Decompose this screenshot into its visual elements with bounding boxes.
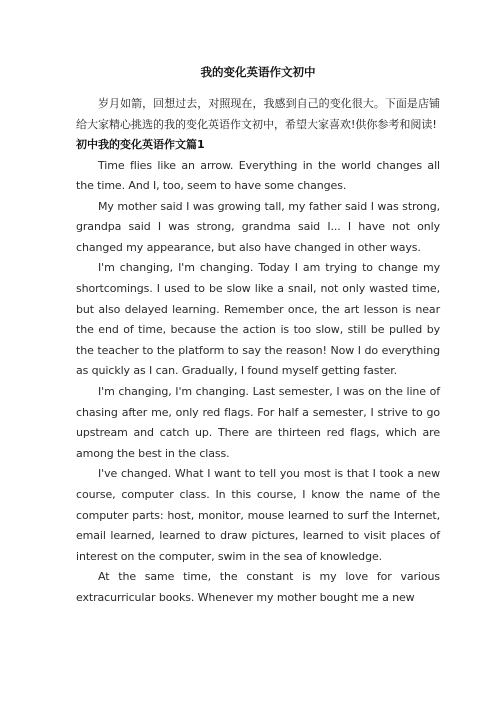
body-paragraph-5: I've changed. What I want to tell you most is that I took a new course, computer class. In this course, I know the name of the computer parts: host, monitor, mouse learned to surf the Internet, email learned, learned to draw pictures, learned to visit places of interest on the computer, swim in the sea of knowledge. bbox=[76, 467, 440, 563]
body-paragraph-6: At the same time, the constant is my love for various extracurricular books. Whenever my mother bought me a new bbox=[76, 570, 440, 604]
intro-paragraph: 岁月如箭，回想过去，对照现在，我感到自己的变化很大。下面是店铺给大家精心挑选的我的变化英语作文初中，希望大家喜欢!供你参考和阅读! bbox=[76, 97, 440, 131]
body-paragraph-3: I'm changing, I'm changing. Today I am trying to change my shortcomings. I used to be slow like a snail, not only wasted time, but also delayed learning. Remember once, the art lesson is near the end of time, because the action is too slow, still be pulled by the teacher to the platform to say the reason! Now I do everything as quickly as I can. Gradually, I found myself getting faster. bbox=[76, 261, 440, 378]
section-heading: 初中我的变化英语作文篇1 bbox=[76, 138, 205, 151]
body-paragraph-4: I'm changing, I'm changing. Last semester, I was on the line of chasing after me, only red flags. For half a semester, I strive to go upstream and catch up. There are thirteen red flags, which are among the best in the class. bbox=[76, 385, 440, 460]
body-paragraph-2: My mother said I was growing tall, my father said I was strong, grandpa said I was strong, grandma said I... I have not only changed my appearance, but also have changed in other ways. bbox=[76, 199, 440, 254]
body-paragraph-1: Time flies like an arrow. Everything in the world changes all the time. And I, too, seem to have some changes. bbox=[76, 158, 440, 193]
document-title: 我的变化英语作文初中 bbox=[200, 65, 316, 79]
